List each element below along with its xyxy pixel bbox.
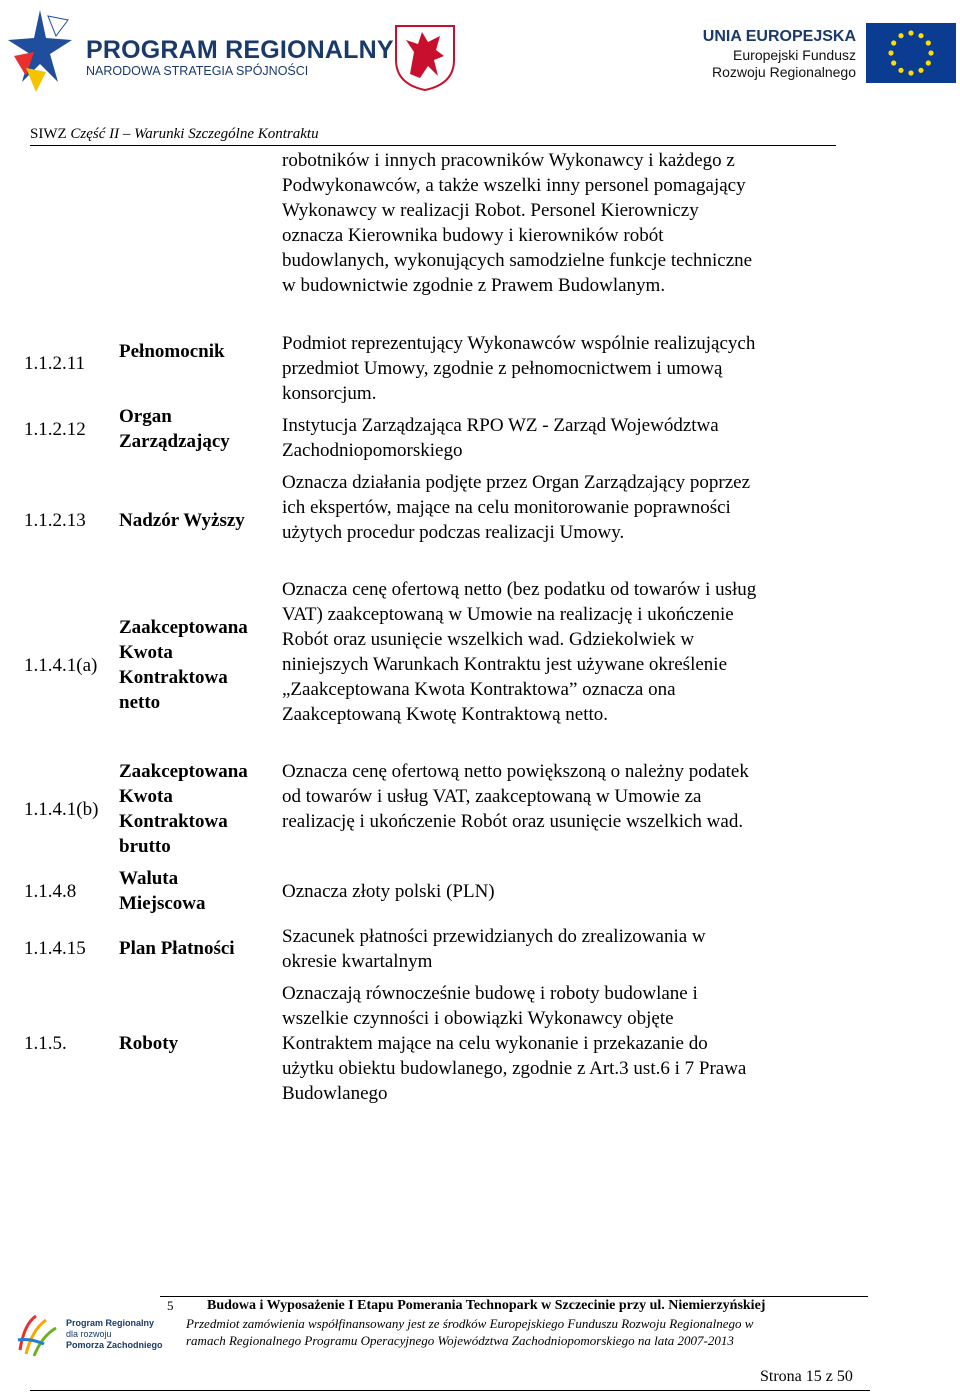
entry-term: Nadzór Wyższy [119,510,245,531]
header-divider [30,145,836,146]
footnote-number: 5 [167,1298,174,1313]
entry-definition: Instytucja Zarządzająca RPO WZ - Zarząd Województwa Zachodniopomorskiego [282,415,719,461]
entry-term: Roboty [119,1033,179,1054]
entry-term: Pełnomocnik [119,341,225,362]
doc-prefix: SIWZ [30,126,67,142]
eu-line-2: Europejski Fundusz [733,47,856,63]
program-title: PROGRAM REGIONALNY [86,36,394,64]
entry-number: 1.1.2.13 [24,510,86,531]
entry-definition: Oznaczają równocześnie budowę i roboty budowlane i wszelkie czynności i obowiązki Wykonawcy objęte Kontraktem mające na celu wykonanie i przekazanie do użytku obiektu budowlanego, zgodnie z Art.3 ust.6 i 7 Prawa Budowlanego [282,983,747,1104]
entry-definition: Oznacza złoty polski (PLN) [282,881,495,902]
griffin-crest-icon [392,22,458,92]
entry-term: Waluta Miejscowa [119,868,206,914]
footer-logo-text [66,1318,163,1351]
logo-line-1: Program Regionalny [66,1318,155,1328]
entry-definition: Szacunek płatności przewidzianych do zrealizowania w okresie kwartalnym [282,926,706,972]
footer-divider [30,1390,870,1391]
entry-number: 1.1.4.1(a) [24,655,98,676]
footnote-line-1: Przedmiot zamówienia współfinansowany jest ze środków Europejskiego Funduszu Rozwoju Regionalnego w [186,1316,754,1331]
footnote-title: Budowa i Wyposażenie I Etapu Pomerania Technopark w Szczecinie przy ul. Niemierzyńskiej [207,1298,766,1313]
eu-flag-icon [866,23,956,83]
eu-title: UNIA EUROPEJSKA [702,28,856,45]
entry-number: 1.1.2.11 [24,353,86,374]
entry-term: Plan Płatności [119,938,235,959]
entry-term: Zaakceptowana Kwota Kontraktowa netto [119,617,248,713]
entry-number: 1.1.4.8 [24,881,77,902]
program-regionalny-logo-icon [6,6,74,96]
intro-paragraph: robotników i innych pracowników Wykonawcy i każdego z Podwykonawców, a także wszelki inny personel pomagający Wykonawcy w realizacji Robot. Personel Kierowniczy oznacza Kierownika budowy i kierowników robót budowlanych, wykonujących samodzielne funkcje techniczne w budownictwie zgodnie z Prawem Budowlanym. [282,150,753,296]
entry-definition: Oznacza cenę ofertową netto powiększoną o należny podatek od towarów i usług VAT, zaakceptowaną w Umowie za realizację i ukończenie Robót oraz usunięcie wszelkich wad. [282,761,749,832]
entry-number: 1.1.4.15 [24,938,86,959]
entry-definition: Oznacza działania podjęte przez Organ Zarządzający poprzez ich ekspertów, mające na celu monitorowanie poprawności użytych procedur podczas realizacji Umowy. [282,472,751,543]
page-number: Strona 15 z 50 [760,1368,853,1385]
footnote-line-2: ramach Regionalnego Programu Operacyjnego Województwa Zachodniopomorskiego na lata 2007-2013 [186,1333,734,1348]
footnote-divider [160,1296,868,1297]
eu-line-3: Rozwoju Regionalnego [712,64,856,80]
program-subtitle: NARODOWA STRATEGIA SPÓJNOŚCI [86,64,309,78]
entry-number: 1.1.4.1(b) [24,799,99,820]
logo-line-2: dla rozwoju [66,1329,112,1339]
entry-term: Zaakceptowana Kwota Kontraktowa brutto [119,761,248,857]
doc-title: Część II – Warunki Szczególne Kontraktu [66,126,319,142]
entry-number: 1.1.5. [24,1033,67,1054]
entry-term: Organ Zarządzający [119,406,230,452]
entry-number: 1.1.2.12 [24,419,86,440]
entry-definition: Podmiot reprezentujący Wykonawców wspólnie realizujących przedmiot Umowy, zgodnie z pełnomocnictwem i umową konsorcjum. [282,333,756,404]
entry-definition: Oznacza cenę ofertową netto (bez podatku od towarów i usług VAT) zaakceptowaną w Umowie na realizację i ukończenie Robót oraz usunięcie wszelkich wad. Gdziekolwiek w niniejszych Warunkach Kontraktu jest używane określenie „Zaakceptowana Kwota Kontraktowa” oznacza ona Zaakceptowaną Kwotę Kontraktową netto. [282,579,757,725]
document-header [30,126,319,143]
eu-fund-label [703,27,856,81]
logo-line-3: Pomorza Zachodniego [66,1340,163,1350]
